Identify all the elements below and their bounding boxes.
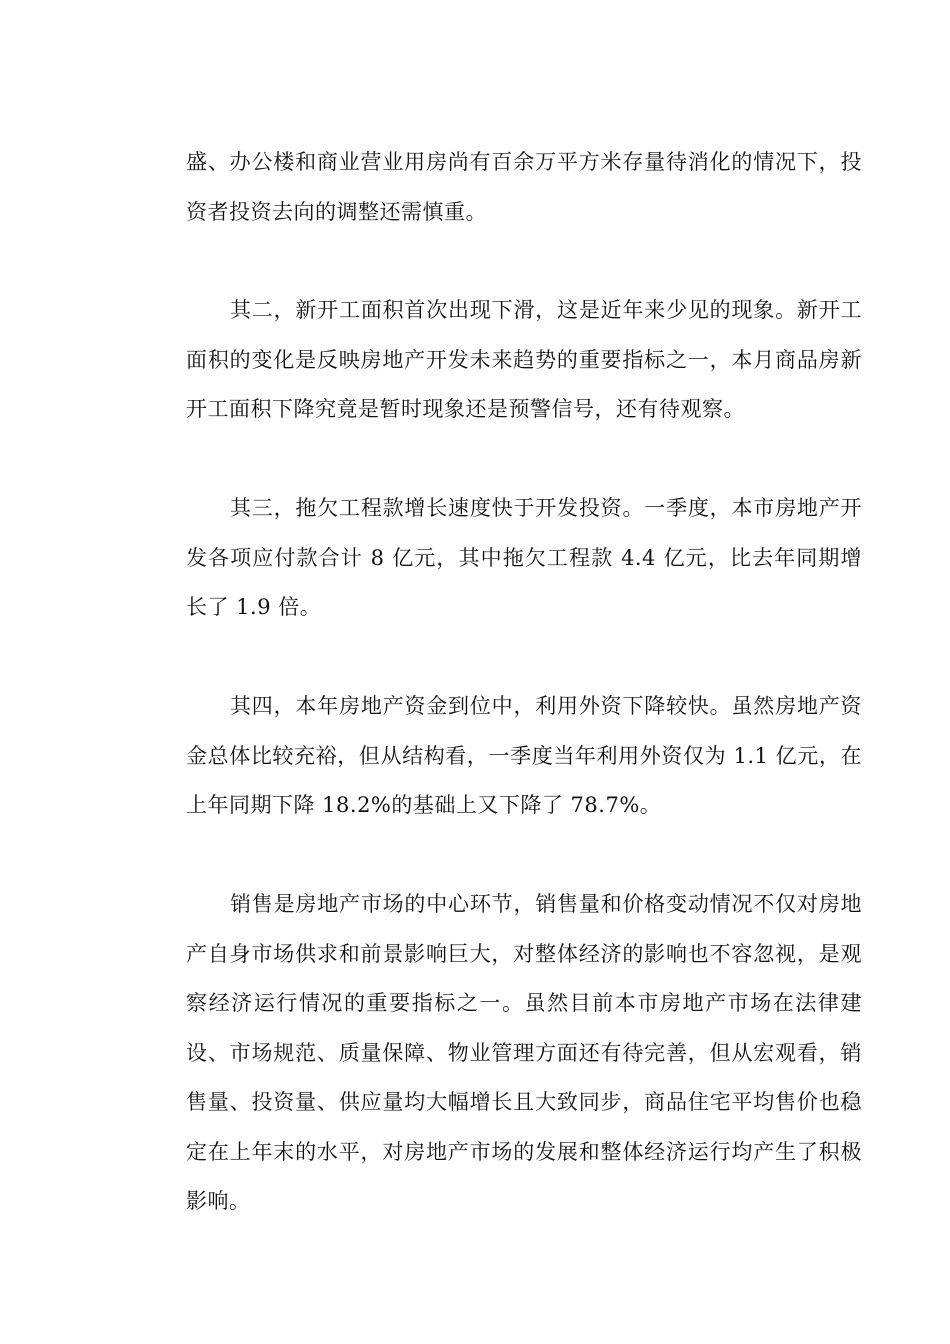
paragraph-continuation: 盛、办公楼和商业营业用房尚有百余万平方米存量待消化的情况下，投资者投资去向的调整还需慎重。	[186, 150, 862, 224]
paragraph-sales-summary: 销售是房地产市场的中心环节，销售量和价格变动情况不仅对房地产自身市场供求和前景影响巨大，对整体经济的影响也不容忽视，是观察经济运行情况的重要指标之一。虽然目前本市房地产市场在法律建设、市场规范、质量保障、物业管理方面还有待完善，但从宏观看，销售量、投资量、供应量均大幅增长且大致同步，商品住宅平均售价也稳定在上年末的水平，对房地产市场的发展和整体经济运行均产生了积极影响。	[186, 892, 862, 1213]
paragraph-point-three: 其三，拖欠工程款增长速度快于开发投资。一季度，本市房地产开发各项应付款合计 8 亿元，其中拖欠工程款 4.4 亿元，比去年同期增长了 1.9 倍。	[186, 496, 862, 619]
paragraph-point-two: 其二，新开工面积首次出现下滑，这是近年来少见的现象。新开工面积的变化是反映房地产开发未来趋势的重要指标之一，本月商品房新开工面积下降究竟是暂时现象还是预警信号，还有待观察。	[186, 298, 862, 421]
paragraph-point-four: 其四，本年房地产资金到位中，利用外资下降较快。虽然房地产资金总体比较充裕，但从结构看，一季度当年利用外资仅为 1.1 亿元，在上年同期下降 18.2%的基础上又下降了 78.7%。	[186, 694, 862, 817]
